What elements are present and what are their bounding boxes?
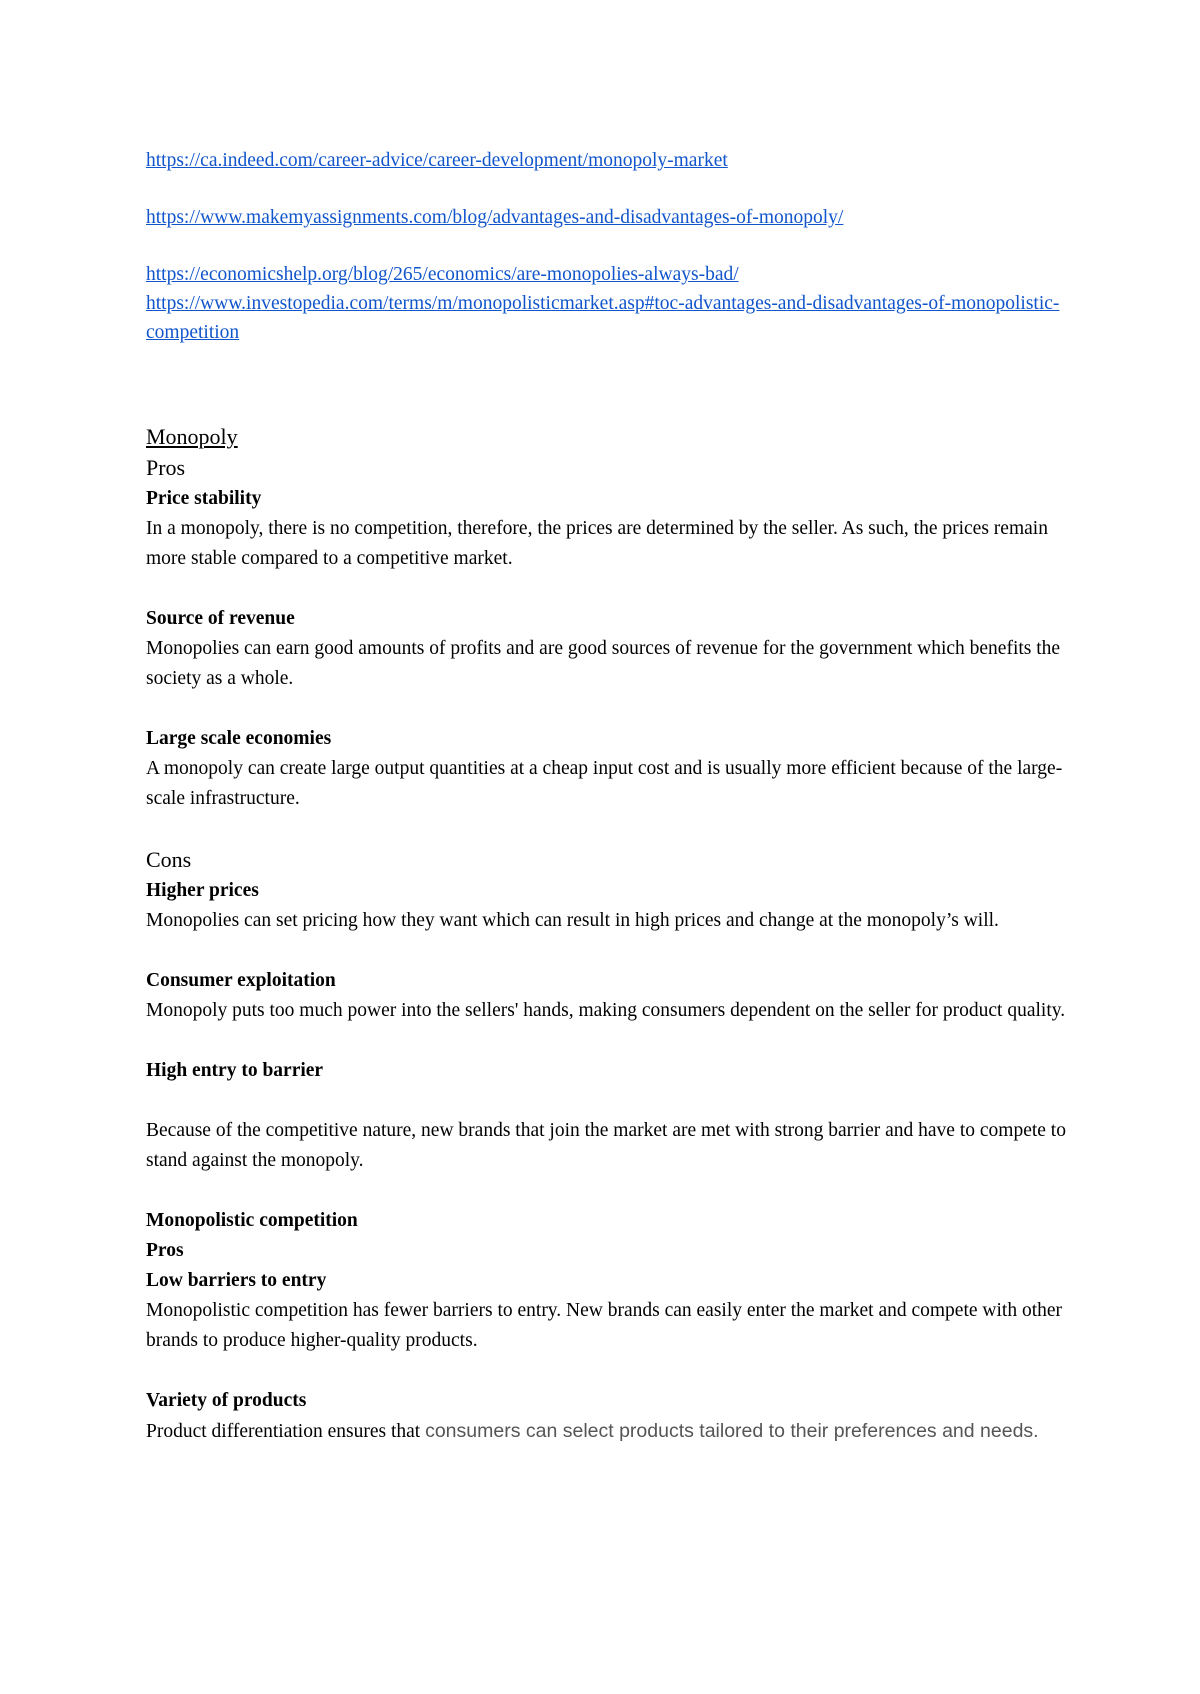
paragraph-high-entry-to-barrier: Because of the competitive nature, new brands that join the market are met with strong barrier and have to compete to stand against the monopoly. — [146, 1120, 1066, 1171]
paragraph-variety-soft: consumers can select products tailored to their preferences and needs. — [425, 1420, 1039, 1442]
reference-link-makemyassignments[interactable]: https://www.makemyassignments.com/blog/advantages-and-disadvantages-of-monopoly/ — [146, 207, 844, 228]
paragraph-large-scale-economies: A monopoly can create large output quantities at a cheap input cost and is usually more efficient because of the large-scale infrastructure. — [146, 758, 1063, 809]
reference-link-economicshelp[interactable]: https://economicshelp.org/blog/265/economics/are-monopolies-always-bad/ — [146, 264, 739, 285]
section-title-monopoly: Monopoly — [146, 424, 238, 449]
paragraph-variety-start: Product differentiation ensures that — [146, 1421, 426, 1442]
monopoly-pros-label: Pros — [146, 455, 186, 480]
monopolistic-pros-label: Pros — [146, 1240, 184, 1261]
reference-link-indeed[interactable]: https://ca.indeed.com/career-advice/career-development/monopoly-market — [146, 150, 728, 171]
paragraph-price-stability: In a monopoly, there is no competition, therefore, the prices are determined by the seller. As such, the prices remain more stable compared to a competitive market. — [146, 518, 1048, 569]
paragraph-variety-of-products — [146, 1416, 1066, 1447]
paragraph-source-of-revenue: Monopolies can earn good amounts of profits and are good sources of revenue for the government which benefits the society as a whole. — [146, 638, 1061, 689]
subheading-price-stability: Price stability — [146, 488, 262, 509]
subheading-large-scale-economies: Large scale economies — [146, 728, 332, 749]
subheading-source-of-revenue: Source of revenue — [146, 608, 295, 629]
monopoly-cons-label: Cons — [146, 847, 192, 872]
subheading-consumer-exploitation: Consumer exploitation — [146, 970, 336, 991]
subheading-low-barriers-to-entry: Low barriers to entry — [146, 1270, 327, 1291]
section-title-monopolistic-competition: Monopolistic competition — [146, 1210, 358, 1231]
subheading-high-entry-to-barrier: High entry to barrier — [146, 1060, 324, 1081]
document-body — [146, 146, 1066, 1447]
paragraph-consumer-exploitation: Monopoly puts too much power into the sellers' hands, making consumers dependent on the seller for product quality. — [146, 1000, 1066, 1021]
blank-line — [146, 1086, 1066, 1116]
paragraph-low-barriers-to-entry: Monopolistic competition has fewer barriers to entry. New brands can easily enter the market and compete with other brands to produce higher-quality products. — [146, 1300, 1063, 1351]
paragraph-higher-prices: Monopolies can set pricing how they want which can result in high prices and change at the monopoly’s will. — [146, 910, 999, 931]
subheading-variety-of-products: Variety of products — [146, 1390, 307, 1411]
reference-link-investopedia[interactable]: https://www.investopedia.com/terms/m/monopolisticmarket.asp#toc-advantages-and-disadvantages-of-monopolistic-competition — [146, 293, 1060, 343]
subheading-higher-prices: Higher prices — [146, 880, 259, 901]
